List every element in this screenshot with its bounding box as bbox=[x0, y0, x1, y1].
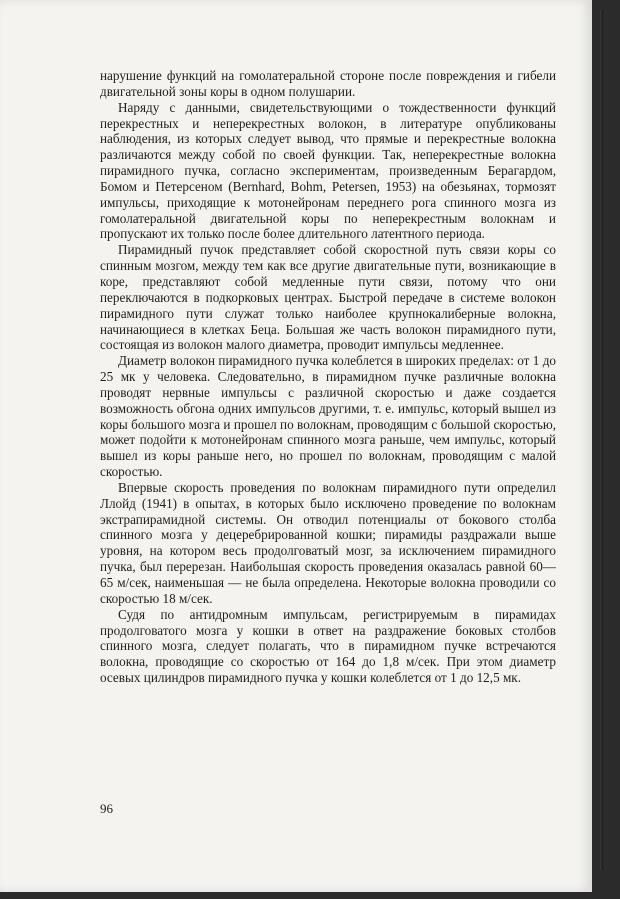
paragraph-1: нарушение функций на гомолатеральной стороне после повреждения и гибели двигательной зоны коры в одном полушарии. bbox=[100, 68, 556, 99]
paragraph-4: Диаметр волокон пирамидного пучка колеблется в широких пределах: от 1 до 25 мк у человека. Следовательно, в пирамидном пучке различные волокна проводят нервные импульсы с различной скоростью и даже создается возможность обгона одних импульсов другими, т. е. импульс, который вышел из коры большого мозга и прошел по волокнам, проводящим с большой скоростью, может подойти к мотонейронам спинного мозга раньше, чем импульс, который вышел из коры раньше него, но прошел по волокнам, проводящим с малой скоростью. bbox=[100, 353, 556, 480]
binding-edge bbox=[600, 10, 603, 870]
paragraph-3: Пирамидный пучок представляет собой скоростной путь связи коры со спинным мозгом, между тем как все другие двигательные пути, возникающие в коре, представляют собой медленные пути связи, потому что они переключаются в подкорковых центрах. Быстрой передаче в системе волокон пирамидного пути служат только наиболее крупнокалиберные волокна, начинающиеся в клетках Беца. Большая же часть волокон пирамидного пути, состоящая из волокон малого диаметра, проводит импульсы медленнее. bbox=[100, 242, 556, 353]
paragraph-2: Наряду с данными, свидетельствующими о тождественности функций перекрестных и неперекрестных волокон, в литературе опубликованы наблюдения, из которых следует вывод, что прямые и перекрестные волокна различаются между собой по своей функции. Так, неперекрестные волокна пирамидного пучка, согласно экспериментам, произведенным Берагардом, Бомом и Петерсеном (Bernhard, Bohm, Petersen, 1953) на обезьянах, тормозят импульсы, приходящие к мотонейронам переднего рога спинного мозга из гомолатеральной двигательной коры по неперекрестным волокнам и пропускают их только после более длительного латентного периода. bbox=[100, 99, 556, 242]
page-number: 96 bbox=[100, 801, 113, 816]
paragraph-5: Впервые скорость проведения по волокнам пирамидного пути определил Ллойд (1941) в опытах, в которых было исключено проведение по волокнам экстрапирамидной системы. Он отводил потенциалы от бокового столба спинного мозга у децеребрированной кошки; пирамиды раздражали выше уровня, на котором весь продолговатый мозг, за исключением пирамидного пучка, был перерезан. Наибольшая скорость проведения оказалась равной 60—65 м/сек, наименьшая — не была определена. Некоторые волокна проводили со скоростью 18 м/сек. bbox=[100, 479, 556, 606]
paragraph-6: Судя по антидромным импульсам, регистрируемым в пирамидах продолговатого мозга у кошки в ответ на раздражение боковых столбов спинного мозга, следует полагать, что в пирамидном пучке встречаются волокна, проводящие со скоростью от 164 до 1,8 м/сек. При этом диаметр осевых цилиндров пирамидного пучка у кошки колеблется от 1 до 12,5 мк. bbox=[100, 606, 556, 686]
body-text bbox=[100, 68, 556, 686]
